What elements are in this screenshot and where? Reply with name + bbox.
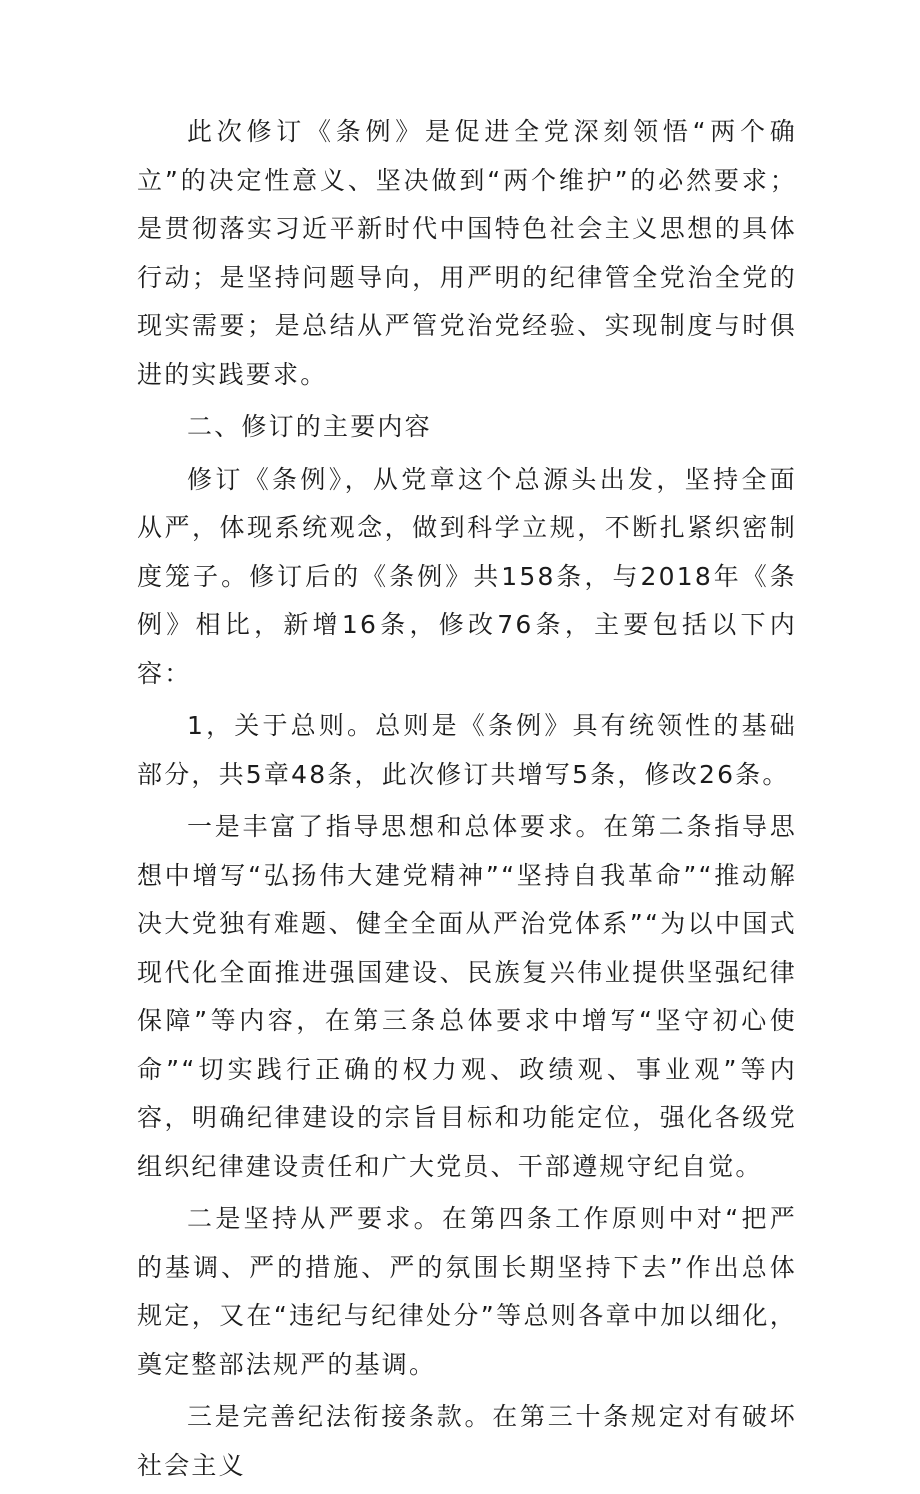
paragraph-general-provisions: 1，关于总则。总则是《条例》具有统领性的基础部分，共5章48条，此次修订共增写5条，修改26条。 — [137, 711, 797, 789]
paragraph-point-one: 一是丰富了指导思想和总体要求。在第二条指导思想中增写“弘扬伟大建党精神”“坚持自我革命”“推动解决大党独有难题、健全全面从严治党体系”“为以中国式现代化全面推进强国建设、民族复兴伟业提供坚强纪律保障”等内容，在第三条总体要求中增写“坚守初心使命”“切实践行正确的权力观、政绩观、事业观”等内容，明确纪律建设的宗旨目标和功能定位，强化各级党组织纪律建设责任和广大党员、干部遵规守纪自觉。 — [137, 812, 797, 1181]
document-body — [137, 108, 797, 1494]
paragraph-point-two: 二是坚持从严要求。在第四条工作原则中对“把严的基调、严的措施、严的氛围长期坚持下去”作出总体规定，又在“违纪与纪律处分”等总则各章中加以细化，奠定整部法规严的基调。 — [137, 1204, 797, 1379]
paragraph-revision-overview: 修订《条例》，从党章这个总源头出发，坚持全面从严，体现系统观念，做到科学立规，不断扎紧织密制度笼子。修订后的《条例》共158条，与2018年《条例》相比，新增16条，修改76条，主要包括以下内容： — [137, 464, 797, 688]
paragraph-point-three: 三是完善纪法衔接条款。在第三十条规定对有破坏社会主义 — [137, 1402, 797, 1480]
section-heading-main-content: 二、修订的主要内容 — [187, 412, 432, 441]
paragraph-revision-significance: 此次修订《条例》是促进全党深刻领悟“两个确立”的决定性意义、坚决做到“两个维护”的必然要求；是贯彻落实习近平新时代中国特色社会主义思想的具体行动；是坚持问题导向，用严明的纪律管全党治全党的现实需要；是总结从严管党治党经验、实现制度与时俱进的实践要求。 — [137, 117, 797, 389]
